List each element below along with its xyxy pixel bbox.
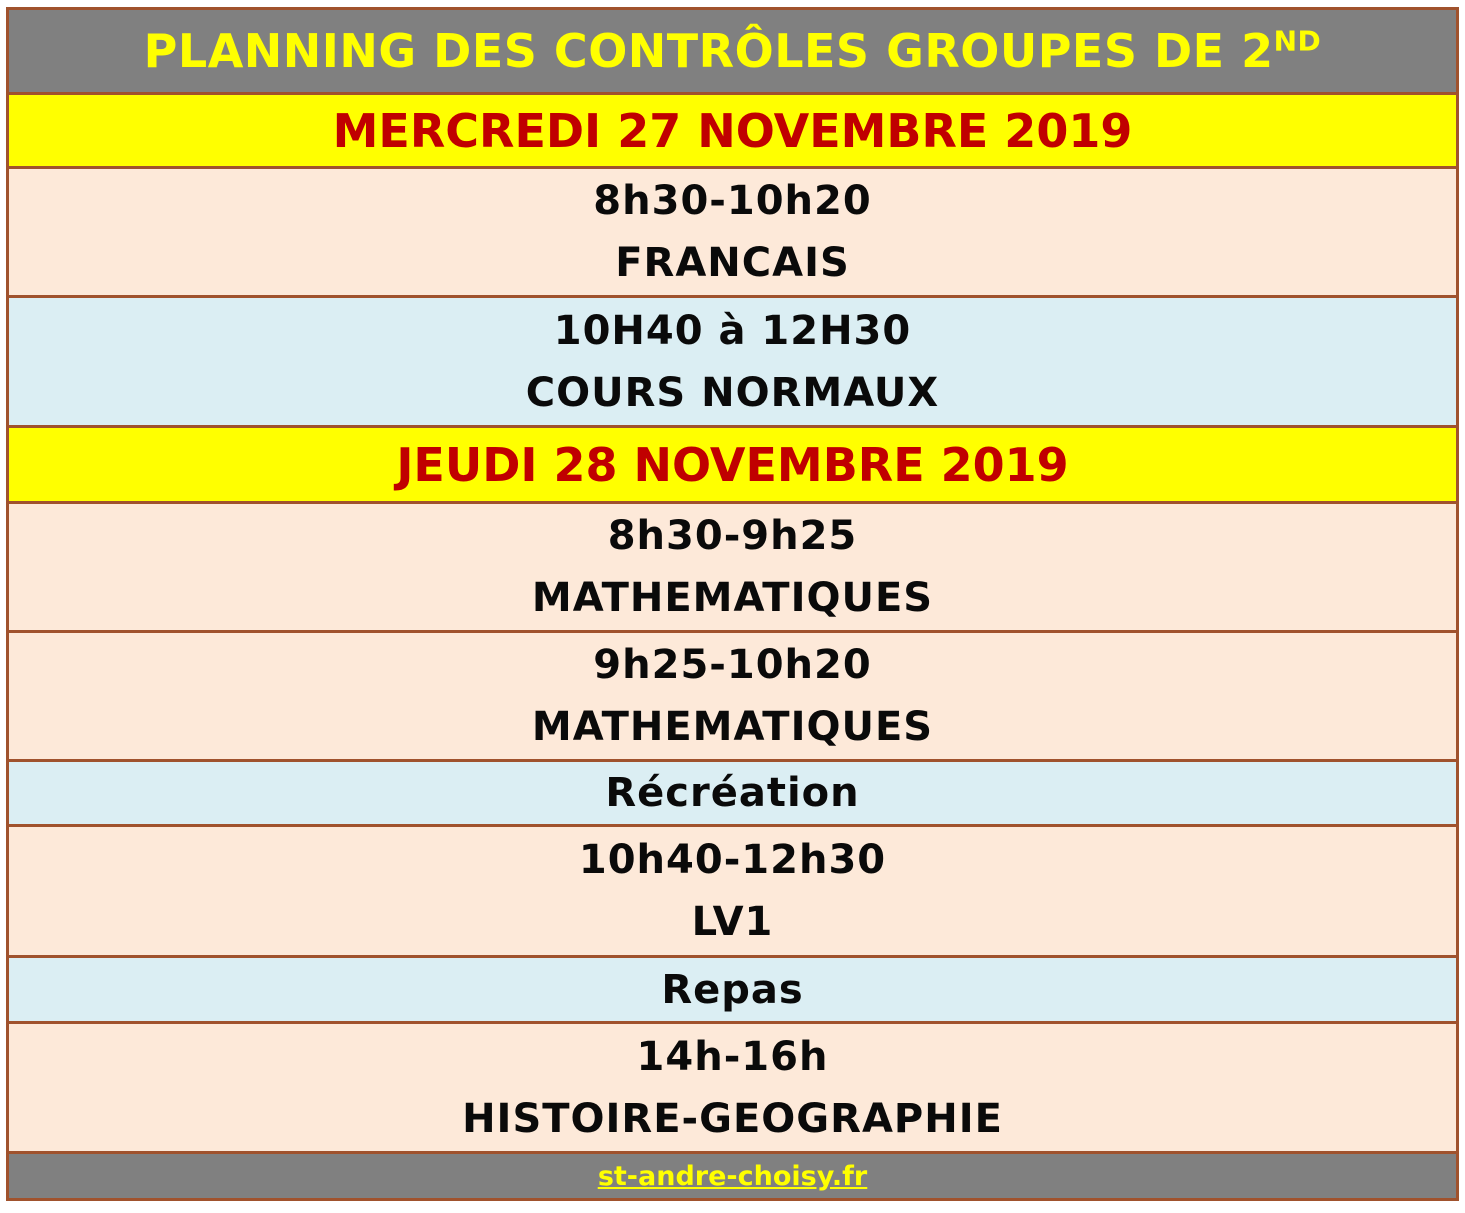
slot-row xyxy=(9,504,1456,630)
slot-subject: MATHEMATIQUES xyxy=(531,575,934,621)
page-title xyxy=(9,10,1456,92)
slot-time: 8h30-10h20 xyxy=(593,178,872,224)
slot-subject: COURS NORMAUX xyxy=(525,369,940,416)
day-header-wednesday xyxy=(9,95,1456,166)
slot-time: 10H40 à 12H30 xyxy=(553,307,912,354)
schedule-table xyxy=(6,7,1459,1201)
slot-row xyxy=(9,169,1456,295)
slot-row xyxy=(9,298,1456,425)
footer xyxy=(9,1154,1456,1198)
slot-time: 14h-16h xyxy=(636,1033,829,1080)
title-text: PLANNING DES CONTRÔLES GROUPES DE 2 xyxy=(143,24,1274,78)
slot-row xyxy=(9,827,1456,955)
slot-time: 9h25-10h20 xyxy=(593,642,872,688)
day-label: MERCREDI 27 NOVEMBRE 2019 xyxy=(332,103,1133,158)
day-label: JEUDI 28 NOVEMBRE 2019 xyxy=(396,437,1069,492)
break-row xyxy=(9,762,1456,824)
slot-subject: HISTOIRE-GEOGRAPHIE xyxy=(462,1095,1003,1142)
slot-subject: LV1 xyxy=(691,899,774,945)
website-link[interactable]: st-andre-choisy.fr xyxy=(597,1160,868,1192)
slot-time: 10h40-12h30 xyxy=(578,837,887,883)
slot-row xyxy=(9,1024,1456,1151)
break-label: Récréation xyxy=(605,770,860,816)
slot-time: 8h30-9h25 xyxy=(607,513,858,559)
slot-subject: MATHEMATIQUES xyxy=(531,704,934,750)
slot-row xyxy=(9,633,1456,759)
break-label: Repas xyxy=(661,966,804,1013)
title-superscript: ND xyxy=(1273,24,1322,58)
day-header-thursday xyxy=(9,428,1456,501)
slot-subject: FRANCAIS xyxy=(615,240,850,286)
break-row xyxy=(9,958,1456,1021)
